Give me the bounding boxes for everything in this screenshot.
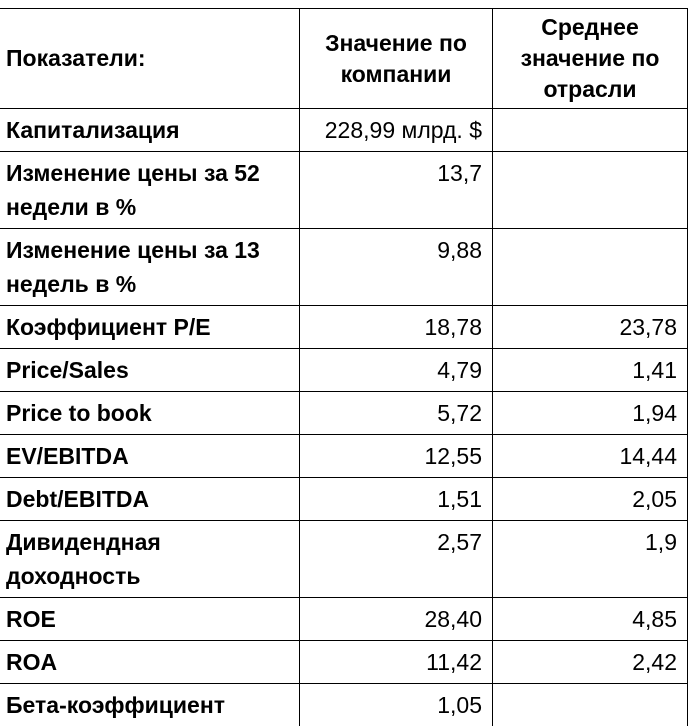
table-row [0, 152, 688, 229]
header-company-value: Значение по компании [300, 9, 493, 109]
row-label: Debt/EBITDA [0, 478, 300, 521]
industry-value: 1,94 [493, 392, 688, 435]
row-label: ROA [0, 641, 300, 684]
company-value: 1,05 [300, 684, 493, 727]
industry-value: 14,44 [493, 435, 688, 478]
table-row [0, 478, 688, 521]
industry-value [493, 152, 688, 229]
company-value: 11,42 [300, 641, 493, 684]
company-value: 4,79 [300, 349, 493, 392]
row-label: Коэффициент P/E [0, 306, 300, 349]
table-row [0, 598, 688, 641]
company-value: 12,55 [300, 435, 493, 478]
row-label: ROE [0, 598, 300, 641]
table-row [0, 109, 688, 152]
company-value: 9,88 [300, 229, 493, 306]
industry-value [493, 109, 688, 152]
row-label: EV/EBITDA [0, 435, 300, 478]
industry-value: 4,85 [493, 598, 688, 641]
table-row [0, 349, 688, 392]
row-label: Изменение цены за 52 недели в % [0, 152, 300, 229]
table-row [0, 435, 688, 478]
company-value: 13,7 [300, 152, 493, 229]
company-value: 2,57 [300, 521, 493, 598]
industry-value: 2,05 [493, 478, 688, 521]
company-value: 18,78 [300, 306, 493, 349]
row-label: Дивидендная доходность [0, 521, 300, 598]
table-row [0, 521, 688, 598]
row-label: Капитализация [0, 109, 300, 152]
table-row [0, 392, 688, 435]
industry-value: 2,42 [493, 641, 688, 684]
company-value: 1,51 [300, 478, 493, 521]
table-row [0, 306, 688, 349]
row-label: Price/Sales [0, 349, 300, 392]
industry-value: 1,41 [493, 349, 688, 392]
company-value: 28,40 [300, 598, 493, 641]
row-label: Бета-коэффициент [0, 684, 300, 727]
header-row [0, 9, 688, 109]
industry-value [493, 229, 688, 306]
industry-value: 23,78 [493, 306, 688, 349]
row-label: Изменение цены за 13 недель в % [0, 229, 300, 306]
indicators-table [0, 8, 688, 726]
row-label: Price to book [0, 392, 300, 435]
header-industry-average: Среднее значение по отрасли [493, 9, 688, 109]
company-value: 228,99 млрд. $ [300, 109, 493, 152]
industry-value: 1,9 [493, 521, 688, 598]
table-row [0, 229, 688, 306]
table-row [0, 641, 688, 684]
company-value: 5,72 [300, 392, 493, 435]
header-indicators: Показатели: [0, 9, 300, 109]
